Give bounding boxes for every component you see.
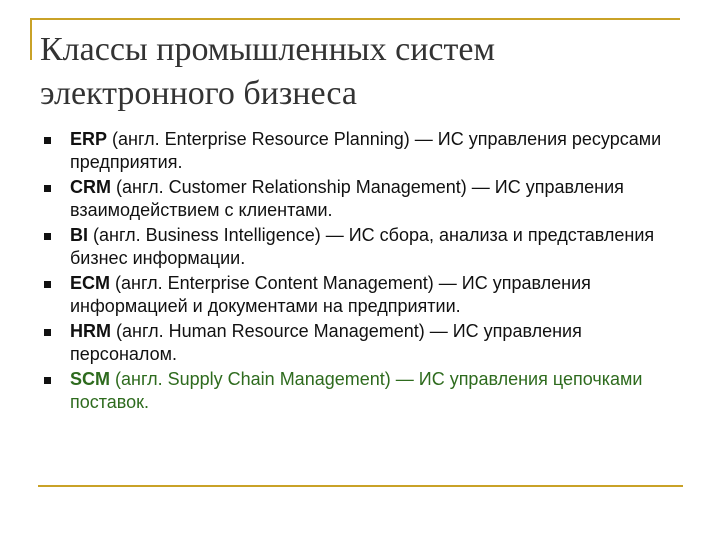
left-decorative-line: [30, 18, 32, 60]
item-description: (англ. Business Intelligence) — ИС сбора, анализа и представления бизнес информации.: [70, 225, 655, 268]
list-item-bi: [42, 224, 692, 270]
item-abbreviation: CRM: [70, 177, 111, 197]
bottom-decorative-line: [38, 485, 683, 487]
square-bullet-icon: [44, 233, 51, 240]
list-item-scm: [42, 368, 692, 414]
item-description: (англ. Enterprise Resource Planning) — ИС управления ресурсами предприятия.: [70, 129, 662, 172]
list-item-ecm: [42, 272, 692, 318]
item-abbreviation: SCM: [70, 369, 110, 389]
item-description: (англ. Customer Relationship Management) — ИС управления взаимодействием с клиентами.: [70, 177, 624, 220]
item-description: (англ. Enterprise Content Management) — ИС управления информацией и документами на предприятии.: [70, 273, 591, 316]
item-description: (англ. Supply Chain Management) — ИС управления цепочками поставок.: [70, 369, 643, 412]
square-bullet-icon: [44, 281, 51, 288]
item-abbreviation: HRM: [70, 321, 111, 341]
title-line-2: электронного бизнеса: [40, 75, 358, 112]
list-item-erp: [42, 128, 692, 174]
top-decorative-line: [30, 18, 680, 20]
item-description: (англ. Human Resource Management) — ИС управления персоналом.: [70, 321, 582, 364]
bullet-list: [42, 128, 692, 416]
square-bullet-icon: [44, 137, 51, 144]
item-abbreviation: BI: [70, 225, 88, 245]
square-bullet-icon: [44, 329, 51, 336]
list-item-hrm: [42, 320, 692, 366]
slide-title: [40, 28, 680, 116]
item-abbreviation: ERP: [70, 129, 108, 149]
list-item-crm: [42, 176, 692, 222]
item-abbreviation: ECM: [70, 273, 110, 293]
square-bullet-icon: [44, 185, 51, 192]
title-line-1: Классы промышленных систем: [40, 31, 495, 68]
square-bullet-icon: [44, 377, 51, 384]
